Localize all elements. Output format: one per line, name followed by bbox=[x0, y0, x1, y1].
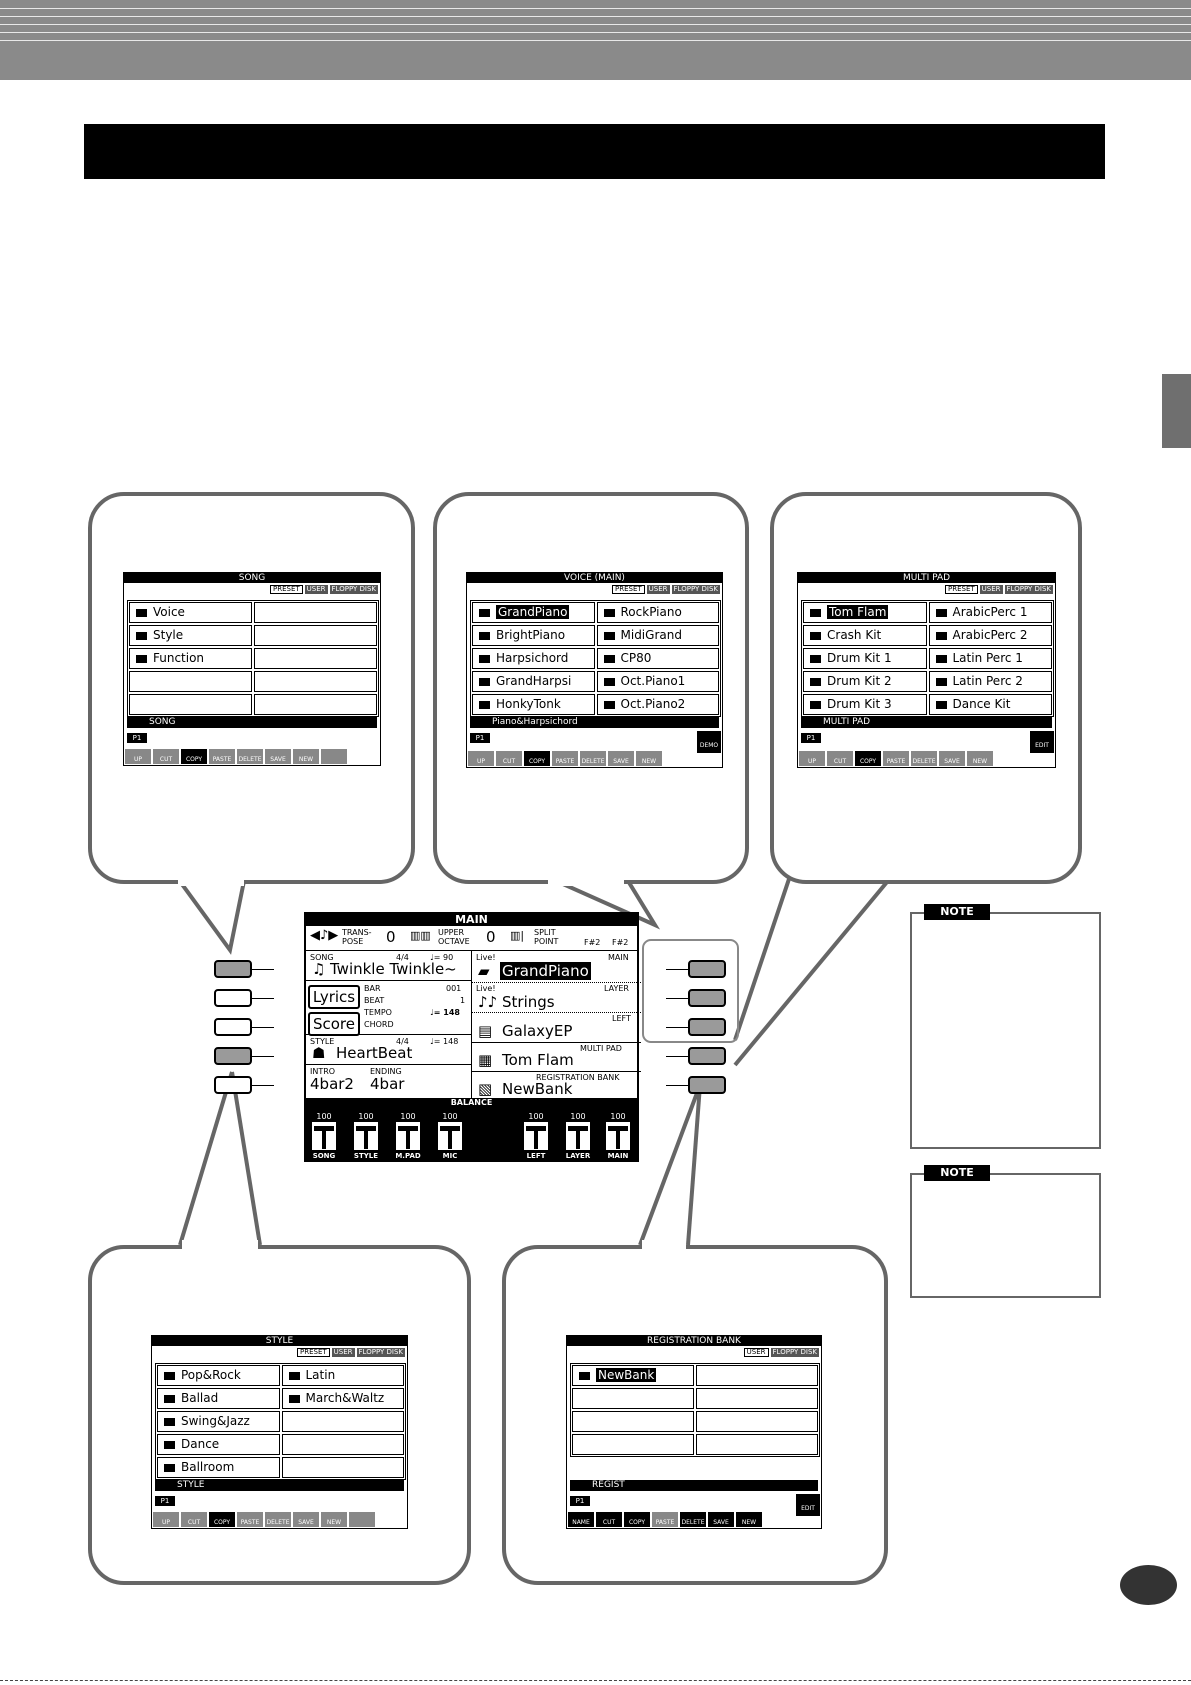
piano-icon bbox=[604, 609, 615, 617]
voice-item[interactable]: Oct.Piano2 bbox=[597, 694, 720, 715]
piano-icon bbox=[604, 701, 615, 709]
folder-path: REGIST bbox=[570, 1480, 818, 1491]
new-button[interactable]: NEW bbox=[736, 1512, 762, 1527]
mic-slider[interactable]: 100 MIC bbox=[436, 1112, 464, 1160]
new-button[interactable]: NEW bbox=[636, 751, 662, 766]
tempo-label: TEMPO bbox=[364, 1008, 392, 1017]
tempo-value: ♩= 148 bbox=[430, 1008, 460, 1017]
piano-icon bbox=[479, 701, 490, 709]
page-indicator: P1 bbox=[470, 733, 490, 743]
piano-icon bbox=[479, 609, 490, 617]
layer-slider[interactable]: 100 LAYER bbox=[565, 1112, 591, 1160]
transpose-label: TRANS- POSE bbox=[342, 928, 372, 946]
copy-button[interactable]: COPY bbox=[181, 749, 207, 764]
multipad-item[interactable]: Latin Perc 1 bbox=[929, 648, 1053, 669]
bank-item[interactable] bbox=[696, 1434, 818, 1455]
blank-button[interactable] bbox=[349, 1512, 375, 1527]
up-button[interactable]: UP bbox=[153, 1512, 179, 1527]
bar-value: 001 bbox=[446, 984, 462, 993]
file-item[interactable]: Style bbox=[129, 625, 252, 646]
folder-icon bbox=[164, 1372, 175, 1380]
file-item[interactable]: Function bbox=[129, 648, 252, 669]
voice-item[interactable]: Harpsichord bbox=[472, 648, 595, 669]
main-display bbox=[304, 912, 639, 1162]
live-badge: Live! bbox=[476, 984, 496, 993]
file-item[interactable] bbox=[129, 671, 252, 692]
panel-button-e[interactable] bbox=[214, 1076, 252, 1094]
tab-user[interactable]: USER bbox=[648, 585, 668, 593]
song-tempo: ♩= 90 bbox=[430, 953, 454, 962]
style-folder[interactable]: Pop&Rock bbox=[157, 1365, 280, 1386]
ending-value[interactable]: 4bar bbox=[370, 1075, 405, 1093]
bank-icon bbox=[579, 1372, 590, 1380]
main-title: MAIN bbox=[306, 914, 637, 926]
intro-label: INTRO bbox=[310, 1067, 336, 1076]
folder-icon bbox=[136, 655, 147, 663]
style-name[interactable]: HeartBeat bbox=[336, 1044, 413, 1062]
pad-icon bbox=[810, 701, 821, 709]
voice-grid bbox=[470, 600, 721, 717]
edit-button[interactable]: EDIT bbox=[796, 1494, 820, 1516]
function-buttons bbox=[568, 1512, 762, 1527]
file-item[interactable] bbox=[254, 671, 377, 692]
chord-label: CHORD bbox=[364, 1020, 394, 1029]
multipad-name[interactable]: Tom Flam bbox=[502, 1051, 574, 1069]
multipad-item[interactable]: Tom Flam bbox=[803, 602, 927, 623]
copy-button[interactable]: COPY bbox=[624, 1512, 650, 1527]
multipad-item[interactable]: Drum Kit 3 bbox=[803, 694, 927, 715]
cut-button[interactable]: CUT bbox=[153, 749, 179, 764]
page-indicator: P1 bbox=[155, 1496, 175, 1506]
pad-icon bbox=[936, 701, 947, 709]
multipad-label: MULTI PAD bbox=[580, 1044, 622, 1053]
style-screen bbox=[151, 1335, 408, 1529]
style-folder[interactable]: Ballad bbox=[157, 1388, 280, 1409]
piano-icon bbox=[479, 655, 490, 663]
style-folder[interactable] bbox=[282, 1457, 405, 1478]
folder-icon bbox=[164, 1464, 175, 1472]
multipad-grid bbox=[801, 600, 1054, 717]
layer-voice[interactable]: Strings bbox=[502, 993, 555, 1011]
song-slider[interactable]: 100 SONG bbox=[312, 1112, 336, 1160]
style-tempo: ♩= 148 bbox=[430, 1037, 459, 1046]
cut-button[interactable]: CUT bbox=[596, 1512, 622, 1527]
piano-icon bbox=[479, 678, 490, 686]
bank-item[interactable] bbox=[696, 1365, 818, 1386]
regbank-label: REGISTRATION BANK bbox=[536, 1073, 620, 1082]
registration-screen bbox=[566, 1335, 822, 1529]
multipad-item[interactable]: Latin Perc 2 bbox=[929, 671, 1053, 692]
style-grid bbox=[155, 1363, 406, 1480]
split-point-label: SPLIT POINT bbox=[534, 928, 559, 946]
style-folder[interactable]: Swing&Jazz bbox=[157, 1411, 280, 1432]
folder-icon bbox=[289, 1372, 300, 1380]
tab-preset[interactable]: PRESET bbox=[612, 585, 645, 594]
style-folder[interactable]: Latin bbox=[282, 1365, 405, 1386]
folder-icon bbox=[136, 632, 147, 640]
tab-floppy[interactable]: FLOPPY DISK bbox=[673, 585, 718, 593]
bar-label: BAR bbox=[364, 984, 381, 993]
live-badge: Live! bbox=[476, 953, 496, 962]
new-button[interactable]: NEW bbox=[321, 1512, 347, 1527]
tab-user[interactable]: USER bbox=[333, 1348, 353, 1356]
bank-grid bbox=[570, 1363, 820, 1457]
panel-button-a[interactable] bbox=[214, 960, 252, 978]
file-item[interactable] bbox=[254, 648, 377, 669]
bank-item[interactable]: NewBank bbox=[572, 1365, 694, 1386]
song-name[interactable]: Twinkle Twinkle~ bbox=[330, 960, 457, 978]
file-item[interactable] bbox=[129, 694, 252, 715]
piano-icon bbox=[604, 632, 615, 640]
multipad-item[interactable]: Drum Kit 2 bbox=[803, 671, 927, 692]
folder-path: SONG bbox=[127, 717, 377, 728]
main-slider[interactable]: 100 MAIN bbox=[607, 1112, 629, 1160]
tab-floppy[interactable]: FLOPPY DISK bbox=[1006, 585, 1051, 593]
function-buttons bbox=[468, 751, 662, 766]
style-slider[interactable]: 100 STYLE bbox=[353, 1112, 379, 1160]
voice-item[interactable]: GrandPiano bbox=[472, 602, 595, 623]
up-button[interactable]: UP bbox=[799, 751, 825, 766]
voice-item[interactable]: CP80 bbox=[597, 648, 720, 669]
bank-item[interactable] bbox=[696, 1411, 818, 1432]
delete-button[interactable]: DELETE bbox=[911, 751, 937, 766]
name-button[interactable]: NAME bbox=[568, 1512, 594, 1527]
copy-button[interactable]: COPY bbox=[855, 751, 881, 766]
split-b-value: F#2 bbox=[612, 938, 629, 947]
folder-icon bbox=[136, 609, 147, 617]
file-item[interactable]: Voice bbox=[129, 602, 252, 623]
tab-preset[interactable]: PRESET bbox=[270, 585, 303, 594]
song-screen bbox=[123, 572, 381, 766]
song-label: SONG bbox=[310, 953, 334, 962]
function-buttons bbox=[153, 1512, 375, 1527]
beat-value: 1 bbox=[460, 996, 466, 1005]
style-folder[interactable]: Dance bbox=[157, 1434, 280, 1455]
note-icon: ♫ bbox=[312, 960, 326, 978]
pad-icon bbox=[936, 655, 947, 663]
new-button[interactable]: NEW bbox=[293, 749, 319, 764]
pad-icon bbox=[936, 609, 947, 617]
upper-octave-label: UPPER OCTAVE bbox=[438, 928, 470, 946]
epiano-icon: ▤ bbox=[478, 1022, 493, 1040]
paste-button[interactable]: PASTE bbox=[209, 749, 235, 764]
folder-path: Piano&Harpsichord bbox=[470, 717, 719, 728]
pad-icon: ▦ bbox=[478, 1051, 493, 1069]
delete-button[interactable]: DELETE bbox=[237, 749, 263, 764]
function-buttons bbox=[799, 751, 993, 766]
lyrics-button[interactable]: Lyrics bbox=[308, 985, 360, 1009]
style-icon: ☗ bbox=[312, 1044, 326, 1062]
tab-preset[interactable]: PRESET bbox=[297, 1348, 330, 1357]
note-box bbox=[910, 905, 1101, 1149]
multipad-screen bbox=[797, 572, 1056, 768]
note-tag: NOTE bbox=[924, 904, 990, 920]
delete-button[interactable]: DELETE bbox=[265, 1512, 291, 1527]
tab-floppy[interactable]: FLOPPY DISK bbox=[358, 1348, 403, 1356]
new-button[interactable]: NEW bbox=[967, 751, 993, 766]
screen-title: STYLE bbox=[152, 1336, 407, 1346]
blank-button[interactable] bbox=[321, 749, 347, 764]
paste-button[interactable]: PASTE bbox=[552, 751, 578, 766]
save-button[interactable]: SAVE bbox=[708, 1512, 734, 1527]
paste-button[interactable]: PASTE bbox=[237, 1512, 263, 1527]
file-grid bbox=[127, 600, 379, 717]
note-box bbox=[910, 1166, 1101, 1298]
tab-floppy[interactable]: FLOPPY DISK bbox=[772, 1348, 817, 1356]
voice-item[interactable]: HonkyTonk bbox=[472, 694, 595, 715]
beat-label: BEAT bbox=[364, 996, 385, 1005]
bank-item[interactable] bbox=[696, 1388, 818, 1409]
panel-button-j[interactable] bbox=[688, 1076, 726, 1094]
delete-button[interactable]: DELETE bbox=[580, 751, 606, 766]
piano-icon: ▰ bbox=[478, 962, 490, 980]
screen-title: MULTI PAD bbox=[798, 573, 1055, 583]
style-label: STYLE bbox=[310, 1037, 335, 1046]
folder-path: STYLE bbox=[155, 1480, 404, 1491]
copy-button[interactable]: COPY bbox=[524, 751, 550, 766]
bank-icon: ▧ bbox=[478, 1080, 493, 1098]
bank-item[interactable] bbox=[572, 1434, 694, 1455]
left-slider[interactable]: 100 LEFT bbox=[522, 1112, 550, 1160]
multipad-item[interactable]: Crash Kit bbox=[803, 625, 927, 646]
folder-icon bbox=[164, 1441, 175, 1449]
bank-item[interactable] bbox=[572, 1411, 694, 1432]
voice-item[interactable]: RockPiano bbox=[597, 602, 720, 623]
function-buttons bbox=[125, 749, 347, 764]
voice-item[interactable]: MidiGrand bbox=[597, 625, 720, 646]
cut-button[interactable]: CUT bbox=[827, 751, 853, 766]
page-indicator: P1 bbox=[127, 733, 147, 743]
transpose-icon: ◀♪▶ bbox=[310, 928, 339, 943]
pad-icon bbox=[810, 632, 821, 640]
folder-path: MULTI PAD bbox=[801, 717, 1052, 728]
panel-button-i[interactable] bbox=[688, 1047, 726, 1065]
upper-octave-value: 0 bbox=[486, 928, 496, 946]
style-folder[interactable]: March&Waltz bbox=[282, 1388, 405, 1409]
bank-item[interactable] bbox=[572, 1388, 694, 1409]
song-meter: 4/4 bbox=[396, 953, 409, 962]
multipad-item[interactable]: ArabicPerc 2 bbox=[929, 625, 1053, 646]
transpose-value: 0 bbox=[386, 928, 396, 946]
piano-icon bbox=[604, 655, 615, 663]
style-meter: 4/4 bbox=[396, 1037, 409, 1046]
pad-icon bbox=[810, 678, 821, 686]
file-item[interactable] bbox=[254, 625, 377, 646]
panel-button-h[interactable] bbox=[688, 1018, 726, 1036]
save-button[interactable]: SAVE bbox=[939, 751, 965, 766]
note-tag: NOTE bbox=[924, 1165, 990, 1181]
strings-icon: ♪♪ bbox=[478, 993, 498, 1011]
save-button[interactable]: SAVE bbox=[293, 1512, 319, 1527]
left-label: LEFT bbox=[612, 1014, 631, 1023]
tab-user[interactable]: USER bbox=[981, 585, 1001, 593]
panel-button-d[interactable] bbox=[214, 1047, 252, 1065]
tab-user[interactable]: USER bbox=[306, 585, 326, 593]
pad-icon bbox=[936, 632, 947, 640]
folder-icon bbox=[289, 1395, 300, 1403]
layer-label: LAYER bbox=[604, 984, 629, 993]
panel-button-g[interactable] bbox=[688, 989, 726, 1007]
regbank-name[interactable]: NewBank bbox=[502, 1080, 573, 1098]
copy-button[interactable]: COPY bbox=[209, 1512, 235, 1527]
up-button[interactable]: UP bbox=[468, 751, 494, 766]
multipad-item[interactable]: ArabicPerc 1 bbox=[929, 602, 1053, 623]
save-button[interactable]: SAVE bbox=[265, 749, 291, 764]
paste-button[interactable]: PASTE bbox=[652, 1512, 678, 1527]
demo-button[interactable]: DEMO bbox=[697, 731, 721, 753]
piano-icon bbox=[604, 678, 615, 686]
voice-item[interactable]: Oct.Piano1 bbox=[597, 671, 720, 692]
ending-label: ENDING bbox=[370, 1067, 402, 1076]
file-item[interactable] bbox=[254, 694, 377, 715]
piano-icon bbox=[479, 632, 490, 640]
split-a-value: F#2 bbox=[584, 938, 601, 947]
main-voice[interactable]: GrandPiano bbox=[502, 962, 589, 980]
pad-icon bbox=[936, 678, 947, 686]
balance-label: BALANCE bbox=[450, 1098, 493, 1107]
page-indicator: P1 bbox=[570, 1496, 590, 1506]
tab-floppy[interactable]: FLOPPY DISK bbox=[331, 585, 376, 593]
pad-icon bbox=[810, 609, 821, 617]
screen-title: SONG bbox=[124, 573, 380, 583]
keyboard-icon: ▥▥ bbox=[410, 929, 431, 942]
balance-panel bbox=[306, 1098, 637, 1162]
edit-button[interactable]: EDIT bbox=[1030, 731, 1054, 753]
panel-button-b[interactable] bbox=[214, 989, 252, 1007]
up-button[interactable]: UP bbox=[125, 749, 151, 764]
folder-icon bbox=[164, 1418, 175, 1426]
cut-button[interactable]: CUT bbox=[181, 1512, 207, 1527]
left-voice[interactable]: GalaxyEP bbox=[502, 1022, 573, 1040]
paste-button[interactable]: PASTE bbox=[883, 751, 909, 766]
style-folder[interactable] bbox=[282, 1434, 405, 1455]
voice-item[interactable]: GrandHarpsi bbox=[472, 671, 595, 692]
save-button[interactable]: SAVE bbox=[608, 751, 634, 766]
panel-button-f[interactable] bbox=[688, 960, 726, 978]
multipad-item[interactable]: Drum Kit 1 bbox=[803, 648, 927, 669]
voice-screen bbox=[466, 572, 723, 768]
split-icon: ▥| bbox=[510, 929, 525, 942]
file-item[interactable] bbox=[254, 602, 377, 623]
tab-user[interactable]: USER bbox=[744, 1348, 769, 1357]
mpad-slider[interactable]: 100 M.PAD bbox=[395, 1112, 421, 1160]
screen-title: REGISTRATION BANK bbox=[567, 1336, 821, 1346]
pad-icon bbox=[810, 655, 821, 663]
intro-value[interactable]: 4bar2 bbox=[310, 1075, 354, 1093]
style-folder[interactable]: Ballroom bbox=[157, 1457, 280, 1478]
delete-button[interactable]: DELETE bbox=[680, 1512, 706, 1527]
tab-preset[interactable]: PRESET bbox=[945, 585, 978, 594]
panel-button-c[interactable] bbox=[214, 1018, 252, 1036]
multipad-item[interactable]: Dance Kit bbox=[929, 694, 1053, 715]
cut-button[interactable]: CUT bbox=[496, 751, 522, 766]
score-button[interactable]: Score bbox=[308, 1012, 360, 1036]
screen-title: VOICE (MAIN) bbox=[467, 573, 722, 583]
voice-item[interactable]: BrightPiano bbox=[472, 625, 595, 646]
folder-icon bbox=[164, 1395, 175, 1403]
main-part-label: MAIN bbox=[608, 953, 629, 962]
page-indicator: P1 bbox=[801, 733, 821, 743]
style-folder[interactable] bbox=[282, 1411, 405, 1432]
